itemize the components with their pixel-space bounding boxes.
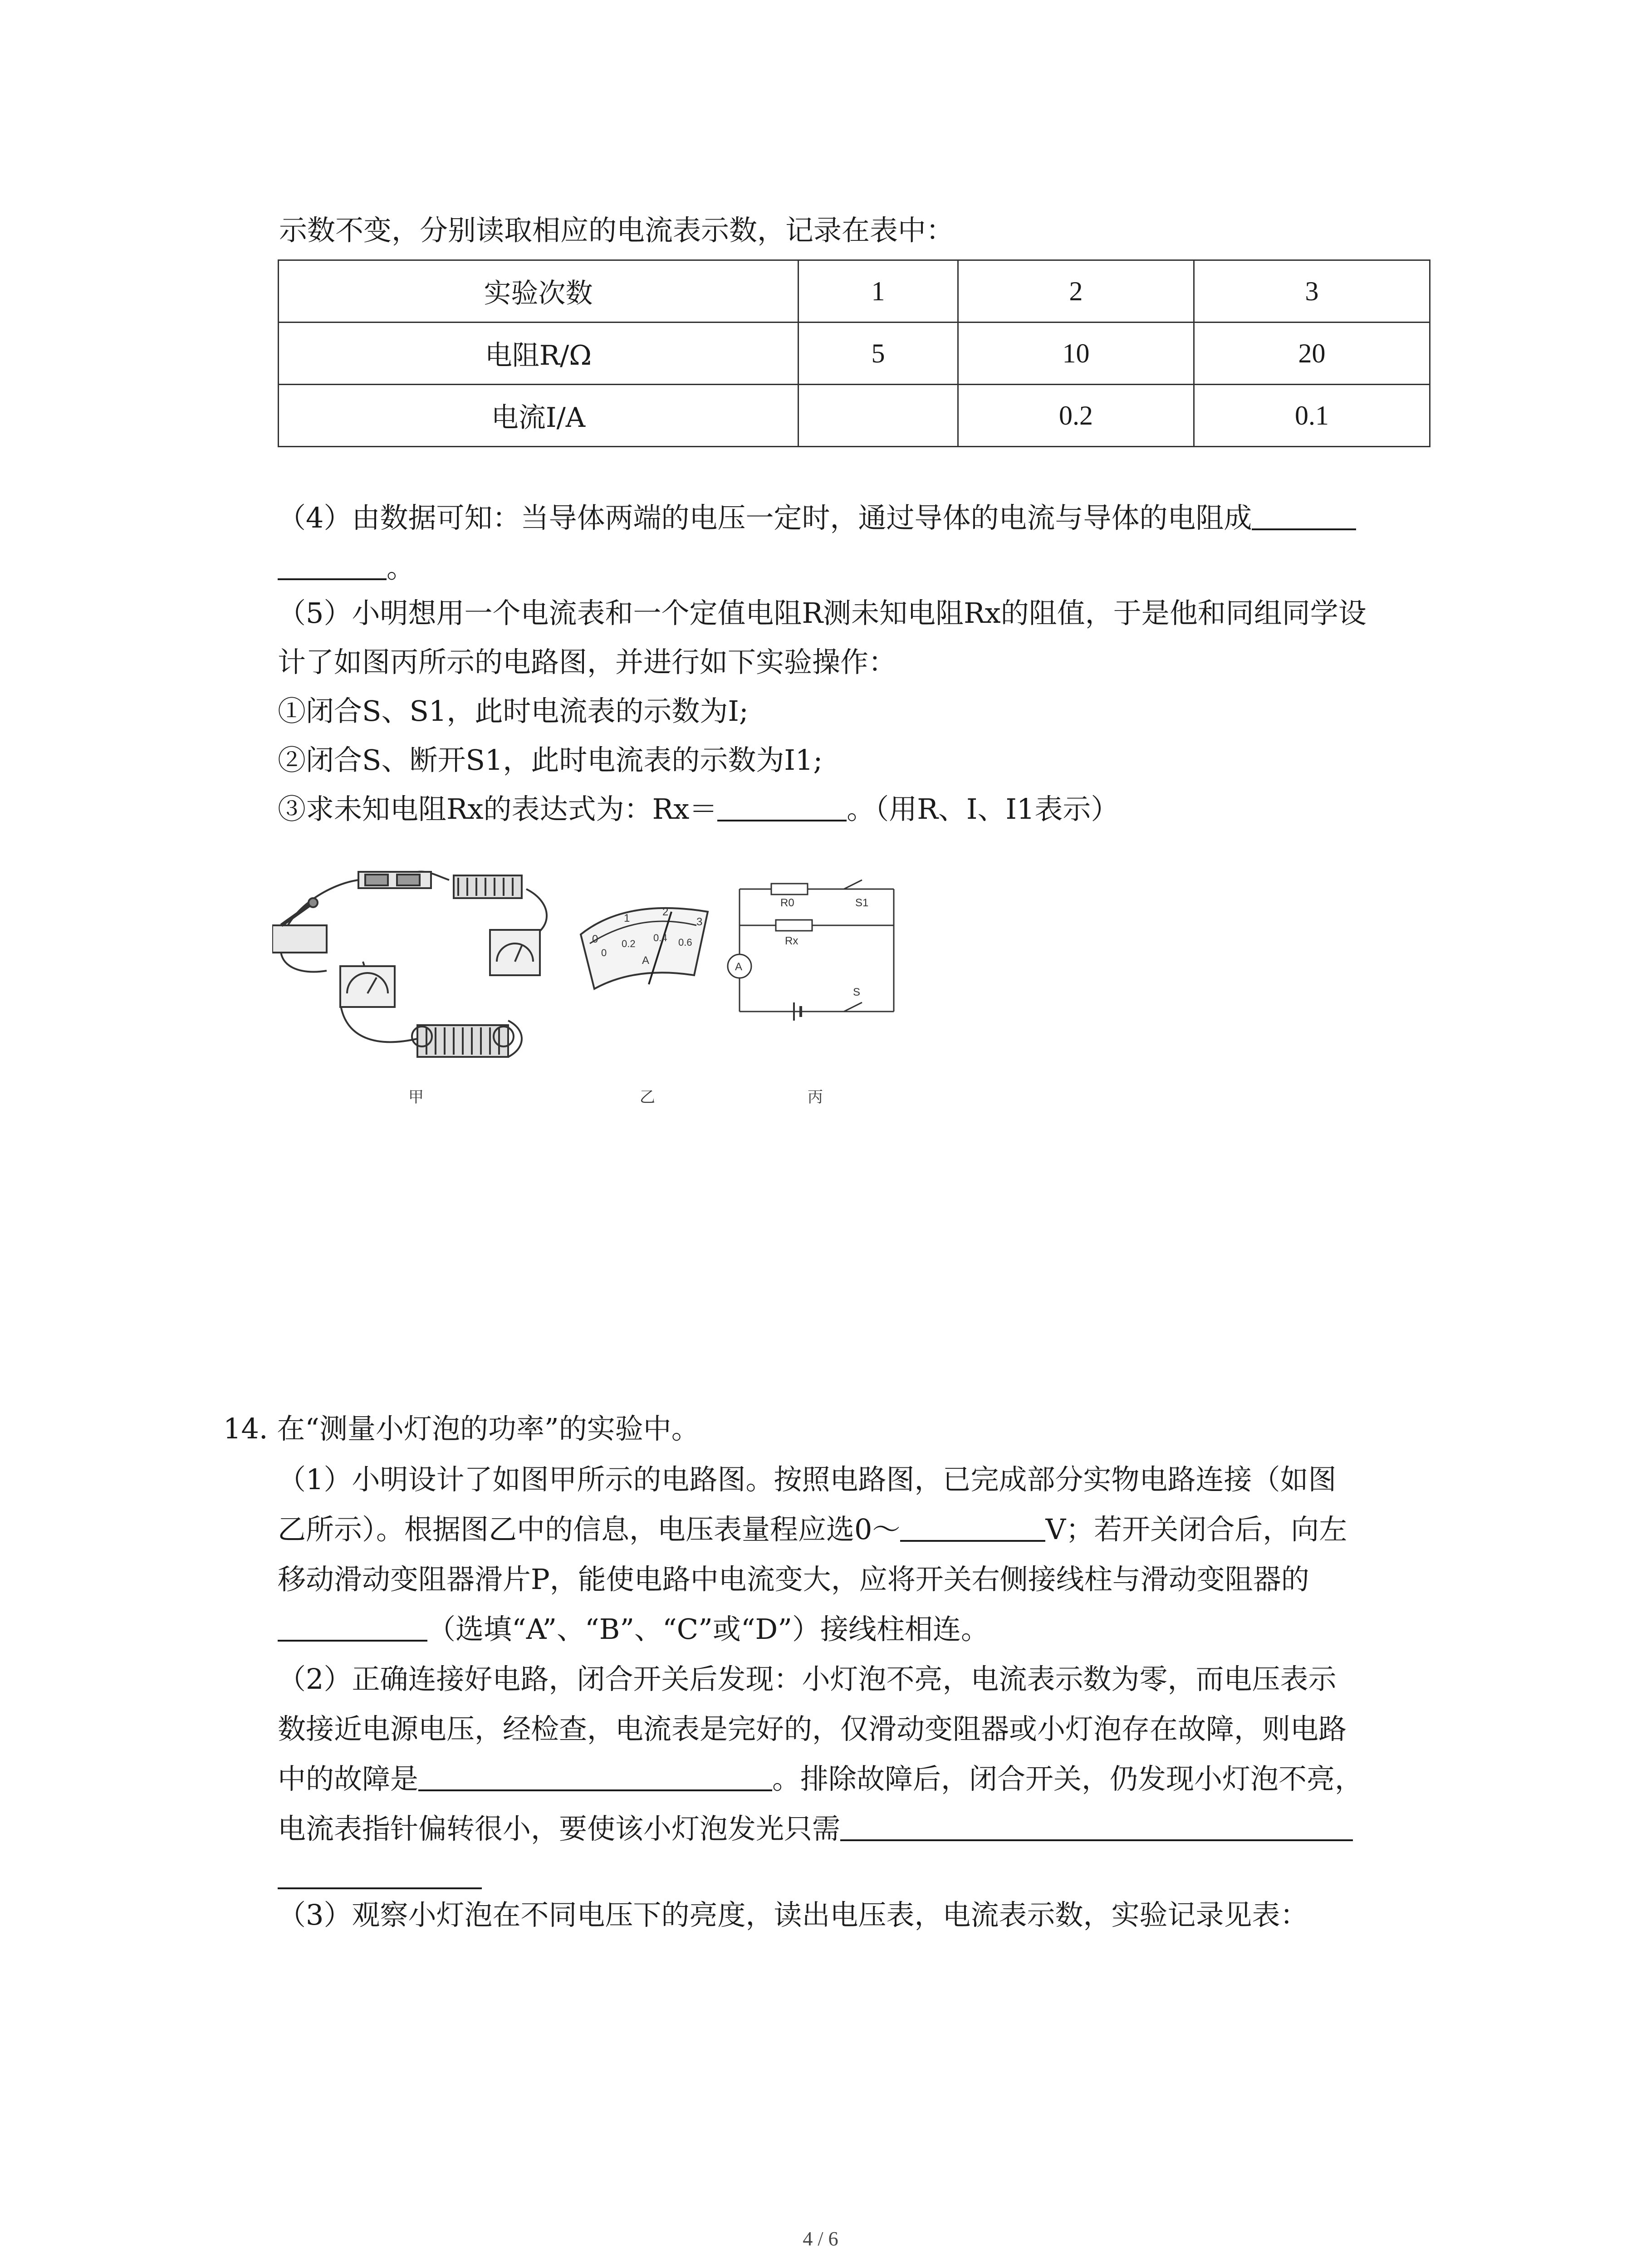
label-r0: R0 — [780, 897, 794, 909]
scale-label: 0.4 — [653, 932, 667, 943]
switch-s1 — [844, 880, 862, 889]
q14-p2-line1: （2）正确连接好电路，闭合开关后发现：小灯泡不亮，电流表示数为零，而电压表示 — [278, 1662, 1337, 1696]
scale-label: 1 — [624, 912, 630, 924]
q14-title: 14. 在“测量小灯泡的功率”的实验中。 — [223, 1412, 700, 1445]
table-row — [279, 260, 1430, 323]
scale-label: 0.2 — [622, 938, 636, 949]
table-cell: 实验次数 — [279, 260, 798, 323]
q5-line1: （5）小明想用一个电流表和一个定值电阻R测未知电阻Rx的阻值，于是他和同组同学设 — [278, 596, 1367, 630]
scale-label: 2 — [662, 906, 669, 918]
scale-label: 0.6 — [678, 937, 692, 948]
table-cell — [798, 385, 958, 447]
q14-action-blank-b — [278, 1861, 482, 1889]
label-ammeter: A — [735, 961, 743, 973]
q5-step3-tail: 。（用R、I、I1表示） — [847, 792, 1119, 826]
q14-p2-tail: 。排除故障后，闭合开关，仍发现小灯泡不亮， — [772, 1762, 1363, 1795]
q14-p1-line2 — [278, 1511, 1347, 1548]
q14-p2-text: 中的故障是 — [278, 1762, 419, 1795]
table-cell: 电阻R/Ω — [279, 323, 798, 385]
switch-s — [844, 1002, 862, 1012]
scale-label: 3 — [696, 916, 703, 928]
q14-p3-line1: （3）观察小灯泡在不同电压下的亮度，读出电压表，电流表示数，实验记录见表： — [278, 1898, 1308, 1931]
q14-p1-line3: 移动滑动变阻器滑片P，能使电路中电流变大，应将开关右侧接线柱与滑动变阻器的 — [278, 1563, 1309, 1596]
q4-blank-b — [278, 552, 387, 580]
caption-yi: 乙 — [640, 1088, 655, 1106]
apparatus-photo — [272, 871, 547, 1057]
circuit-diagram — [728, 880, 894, 1021]
caption-jia: 甲 — [408, 1088, 424, 1106]
label-rx: Rx — [785, 935, 798, 947]
q14-p2-line4 — [278, 1811, 1353, 1847]
q5-step1: ①闭合S、S1，此时电流表的示数为I; — [278, 694, 749, 728]
table-row — [279, 385, 1430, 447]
q5-step3-text: ③求未知电阻Rx的表达式为：Rx＝ — [278, 792, 718, 826]
q14-p2-line4-text: 电流表指针偏转很小，要使该小灯泡发光只需 — [278, 1812, 841, 1845]
data-table — [278, 259, 1430, 447]
table-cell: 10 — [958, 323, 1194, 385]
q4-text: （4）由数据可知：当导体两端的电压一定时，通过导体的电流与导体的电阻成 — [278, 501, 1252, 534]
q14-p1-line4-text: （选填“A”、“B”、“C”或“D”）接线柱相连。 — [427, 1613, 989, 1646]
q4-line1 — [278, 500, 1356, 536]
label-s1: S1 — [855, 897, 869, 909]
table-cell: 0.2 — [958, 385, 1194, 447]
table-cell: 3 — [1194, 260, 1430, 323]
table-row — [279, 323, 1430, 385]
q14-p1-text: 乙所示）。根据图乙中的信息，电压表量程应选0～ — [278, 1513, 901, 1546]
intro-line: 示数不变，分别读取相应的电流表示数，记录在表中： — [279, 214, 955, 247]
q5-line2: 计了如图丙所示的电路图，并进行如下实验操作： — [278, 645, 897, 679]
table-cell: 20 — [1194, 323, 1430, 385]
q14-p1-line4 — [278, 1611, 989, 1647]
table-cell: 5 — [798, 323, 958, 385]
q14-terminal-blank — [278, 1613, 427, 1642]
scale-label: 0 — [601, 947, 607, 958]
q14-p2-line3 — [278, 1761, 1363, 1797]
q4-end: 。 — [387, 551, 415, 584]
table-cell: 2 — [958, 260, 1194, 323]
resistor-rx — [776, 920, 812, 931]
caption-bing: 丙 — [808, 1088, 823, 1106]
table-cell: 1 — [798, 260, 958, 323]
resistor-r0 — [771, 884, 808, 894]
ammeter-dial — [581, 906, 708, 989]
meter-unit: A — [642, 954, 650, 967]
page-number: 4 / 6 — [803, 2228, 838, 2250]
q14-p2-line2: 数接近电源电压，经检查，电流表是完好的，仅滑动变阻器或小灯泡存在故障，则电路 — [278, 1712, 1347, 1745]
scale-label: 0 — [592, 933, 598, 945]
q4-blank-a — [1252, 502, 1356, 530]
q4-line2 — [278, 550, 415, 586]
q14-voltage-blank — [900, 1514, 1045, 1542]
q14-fault-blank — [418, 1763, 772, 1791]
table-cell: 电流I/A — [279, 385, 798, 447]
q5-step2: ②闭合S、断开S1，此时电流表的示数为I1; — [278, 743, 823, 777]
q5-step3 — [278, 791, 1119, 827]
q5-answer-blank — [717, 793, 847, 821]
figures-panel — [272, 857, 916, 1111]
label-s: S — [853, 986, 861, 998]
q14-p1-tail: V；若开关闭合后，向左 — [1045, 1513, 1347, 1546]
q14-p2-line5 — [278, 1859, 482, 1895]
table-cell: 0.1 — [1194, 385, 1430, 447]
q14-p1-line1: （1）小明设计了如图甲所示的电路图。按照电路图，已完成部分实物电路连接（如图 — [278, 1463, 1337, 1496]
q14-action-blank-a — [840, 1813, 1353, 1841]
